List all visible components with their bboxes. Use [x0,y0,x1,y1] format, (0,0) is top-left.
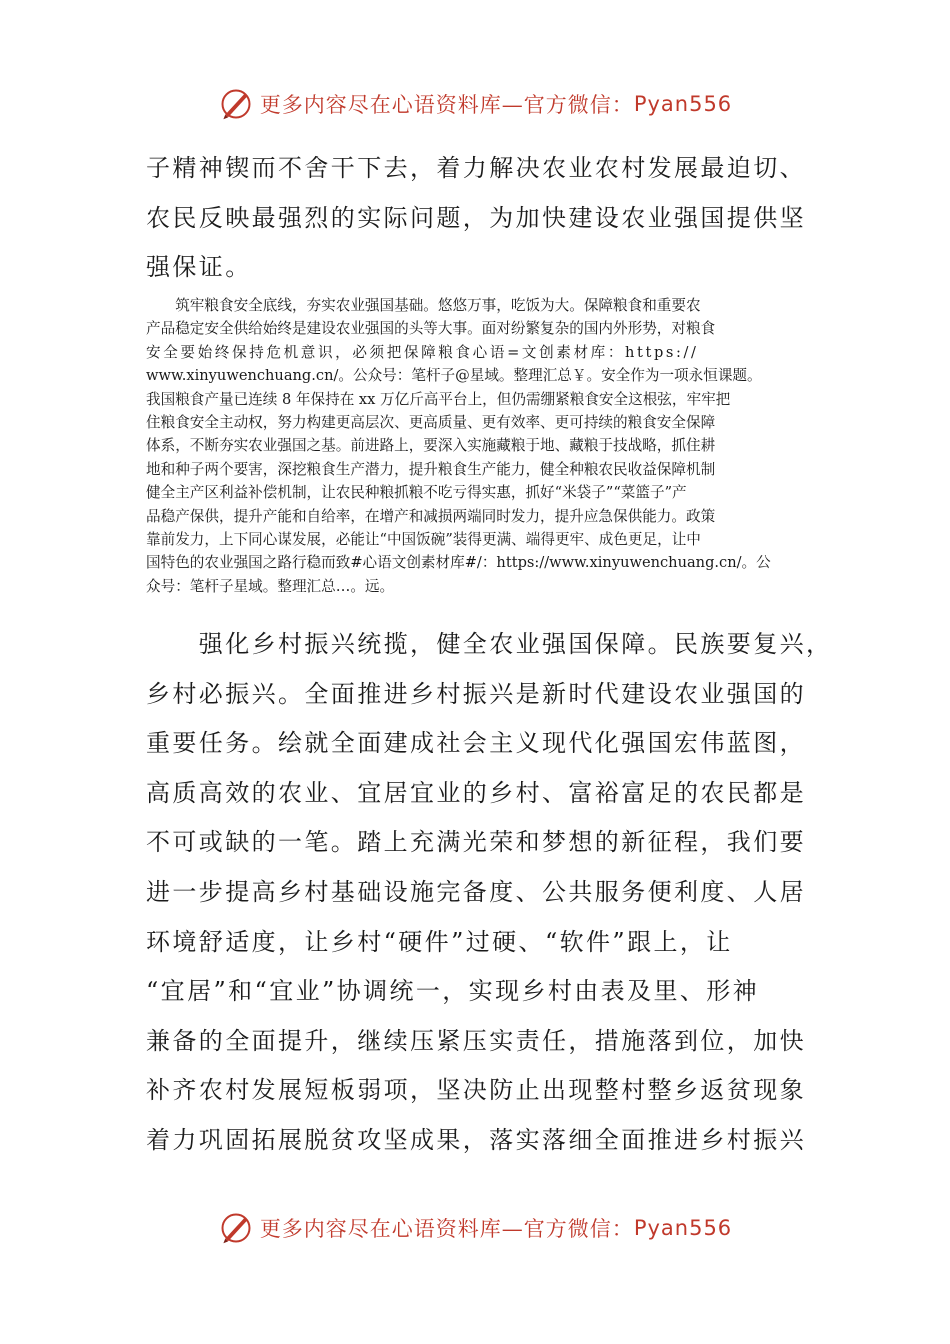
header-banner-text: 更多内容尽在心语资料库—官方微信： [259,93,634,117]
text-line: 安全要始终保持危机意识，必须把保障粮食心语=文创素材库：https:// [146,343,699,361]
text-line: 品稳产保供，提升产能和自给率，在增产和减损两端同时发力，提升应急保供能力。政策 [146,507,716,525]
footer-banner-wechat: Pyan556 [633,1216,733,1240]
text-line: 补齐农村发展短板弱项，坚决防止出现整村整乡返贫现象 [146,1076,806,1105]
text-line: 不可或缺的一笔。踏上充满光荣和梦想的新征程，我们要 [146,828,806,857]
text-line: 强保证。 [146,253,252,282]
text-line: www.xinyuwenchuang.cn/。公众号：笔杆子@星域。整理汇总￥。安全作为一项永恒课题。 [146,367,762,385]
text-line: 靠前发力，上下同心谋发展，必能让“中国饭碗”装得更满、端得更牢、成色更足，让中 [146,531,701,549]
paragraph-3 [146,620,833,1166]
pen-logo-icon [218,1210,254,1246]
text-line: 健全主产区利益补偿机制，让农民种粮抓粮不吃亏得实惠，抓好“米袋子”“菜篮子”产 [146,484,687,502]
footer-banner [0,1206,950,1250]
text-line: 兼备的全面提升，继续压紧压实责任，措施落到位，加快 [146,1026,806,1055]
text-line: 众号：笔杆子星域。整理汇总…。远。 [146,577,395,595]
text-line: 乡村必振兴。全面推进乡村振兴是新时代建设农业强国的 [146,679,806,708]
text-line: 高质高效的农业、宜居宜业的乡村、富裕富足的农民都是 [146,778,806,807]
text-line: 着力巩固拓展脱贫攻坚成果，落实落细全面推进乡村振兴 [146,1125,806,1154]
text-line: 地和种子两个要害，深挖粮食生产潜力，提升粮食生产能力，健全种粮农民收益保障机制 [146,460,716,478]
footer-banner-text: 更多内容尽在心语资料库—官方微信： [259,1217,634,1241]
text-line: 环境舒适度，让乡村“硬件”过硬、“软件”跟上，让 [146,927,733,956]
text-line: 国特色的农业强国之路行稳而致#心语文创素材库#/：https://www.xinyuwenchuang.cn/。公 [146,554,771,572]
text-line: 体系，不断夯实农业强国之基。前进路上，要深入实施藏粮于地、藏粮于技战略，抓住耕 [146,437,716,455]
header-banner [0,82,950,126]
text-line: 子精神锲而不舍干下去，着力解决农业农村发展最迫切、 [146,154,806,182]
pen-logo-icon [218,86,254,122]
text-line: 农民反映最强烈的实际问题，为加快建设农业强国提供坚 [146,203,806,232]
text-line: 筑牢粮食安全底线，夯实农业强国基础。悠悠万事，吃饭为大。保障粮食和重要农 [146,297,701,314]
text-line: 产品稳定安全供给始终是建设农业强国的头等大事。面对纷繁复杂的国内外形势，对粮食 [146,320,716,338]
text-line: 重要任务。绘就全面建成社会主义现代化强国宏伟蓝图， [146,729,806,758]
paragraph-2 [146,294,818,598]
paragraph-1 [146,144,816,293]
text-line: 我国粮食产量已连续 8 年保持在 xx 万亿斤高平台上，但仍需绷紧粮食安全这根弦，牢牢把 [146,390,731,408]
text-line: 强化乡村振兴统揽，健全农业强国保障。民族要复兴， [146,630,833,658]
header-banner-wechat: Pyan556 [633,92,733,116]
text-line: 住粮食安全主动权，努力构建更高层次、更高质量、更有效率、更可持续的粮食安全保障 [146,414,716,432]
text-line: “宜居”和“宜业”协调统一，实现乡村由表及里、形神 [146,977,760,1006]
text-line: 进一步提高乡村基础设施完备度、公共服务便利度、人居 [146,877,806,906]
